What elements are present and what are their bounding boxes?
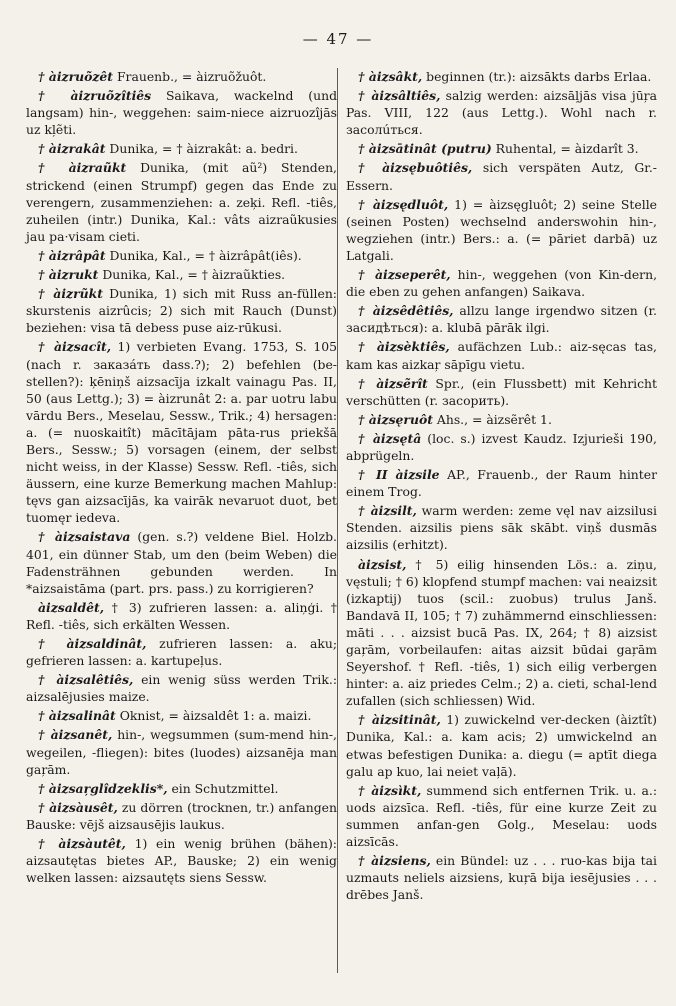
entry-text: hin-, weggehen (von Kin-dern, die eben zu gehen anfangen) Saikava. [346, 267, 658, 300]
right-column [346, 68, 657, 905]
dictionary-entry [26, 599, 337, 633]
dictionary-entry [346, 302, 657, 336]
entry-text: Ahs., = àizsẽrêt 1. [432, 411, 552, 427]
headword: † II àizsile [358, 467, 440, 483]
headword: † àizsitinât, [358, 712, 441, 728]
dictionary-entry [346, 266, 657, 300]
entry-text: hin-, wegsummen (sum-mend hin-, wegeilen, -fliegen): bites (luodes) aizsanēja man gaŗām. [26, 727, 337, 777]
headword: † àizsalêtiês, [38, 672, 134, 688]
headword: † àizsalinât [38, 708, 116, 724]
entry-text: allzu lange irgendwo sitzen (r. засидѣться): a. klubā pārāk ilgi. [346, 303, 657, 336]
dictionary-entry [26, 671, 337, 705]
entry-text: † 5) eilig hinsenden Lös.: a. ziņu, vęstuli; † 6) klopfend stumpf machen: vai neaizsit (izkaptij) tuos (scil.: zuobus) trulus Janš. Bandavā II, 105; † 7) zuhämmernd einschliessen: māti . . . aizsist bucā Pas. IX, 264; † 8) aizsist gaŗām, vorbeilaufen: aitas aizsit būdai gaŗām Seyershof. † Refl. -tiês, 1) sich eilig verbergen hinter: a. aiz priedes Celm.; 2) a. cieti, schal-lend zufallen (sich schliessen) Wid. [346, 556, 657, 709]
headword: † àizsęruôt [358, 411, 433, 427]
headword: † àizsiens, [358, 853, 431, 869]
entry-text: 1) ein wenig brühen (bähen): aizsautętas bietes AP., Bauske; 2) ein wenig welken lassen: aizsautęts siens Sessw. [26, 836, 337, 886]
entry-text: Spr., (ein Flussbett) mit Kehricht verschütten (r. засорить). [346, 375, 657, 408]
headword: àizsist, [358, 556, 407, 572]
entry-text: 1) verbieten Evang. 1753, S. 105 (nach r. заказáть dass.?); 2) befehlen (be-stellen?): ķēniņš aizsacīja izkalt vainagu Pas. II, 50 (aus Lettg.); 3) = àizrunât 2: a. par uotru labu vārdu Bers., Meselau, Sessw., Trik.; 4) hersagen: a. (= nuoskaitît) mācītājam pāta-rus priekšā Bers., Sessw.; 5) vorsagen (einem, der selbst nicht weiss, in der Klasse) Sessw. Refl. -tiês, sich äussern, eine kurze Bemerkung machen Mahlup: tęvs gan aizsacījās, ka vairāk nevaruot duot, bet tuomęr iedeva. [26, 339, 337, 526]
dictionary-entry [346, 68, 657, 85]
entry-text: Dunika, 1) sich mit Russ an-füllen: skurstenis aizrûcis; 2) sich mit Rauch (Dunst) beziehen: visa tā debess puse aiz-rūkusi. [26, 286, 337, 336]
headword: † àizsâkt, [358, 69, 423, 84]
dictionary-entry [26, 835, 337, 886]
dictionary-entry [26, 285, 337, 336]
entry-text: Frauenb., = àizruõžuôt. [113, 69, 267, 84]
headword: † àizsèktiês, [358, 339, 450, 355]
dictionary-entry [26, 87, 337, 138]
dictionary-entry [346, 556, 657, 710]
headword: † àizrũkt [38, 286, 103, 302]
entry-text: Dunika, (mit aũ²) Stenden, strickend (einen Strumpf) gegen das Ende zu verengern, zusammenziehen: a. zeķi. Refl. -tiês, zuheilen (intr.) Dunika, Kal.: vâts aizraũkusies jau pa·visam cieti. [26, 160, 337, 244]
dictionary-entry [26, 726, 337, 777]
dictionary-entry [26, 707, 337, 724]
headword: † àizruõzêt [38, 69, 114, 84]
entry-text: † 3) zufrieren lassen: a. aliņģi. † Refl. -tiês, sich erkälten Wessen. [26, 599, 337, 632]
entry-text: 1) zuwickelnd ver-decken (àiztît) Dunika, Kal.: a. kam acis; 2) umwickelnd an etwas befestigen Dunika: a. diegu (= aptīt diega galu ap kuo, lai neiet vaļā). [346, 712, 657, 779]
dictionary-entry [346, 782, 657, 850]
page-number: — 47 — [302, 30, 374, 48]
left-column [26, 68, 337, 888]
entry-text: AP., Frauenb., der Raum hinter einem Trog. [346, 467, 657, 500]
entry-text: Dunika, Kal., = † àizraũkties. [98, 267, 286, 283]
dictionary-entry [346, 852, 657, 903]
headword: † àizsaistava [38, 529, 131, 545]
headword: † àizrukt [38, 267, 99, 283]
headword: † àizruõzîtiês [38, 88, 152, 104]
headword: † àizraũkt [38, 160, 127, 176]
headword: † àizsâltiês, [358, 88, 441, 104]
entry-text: ein Bündel: uz . . . ruo-kas bija tai uzmauts neliels aizsiens, kuŗā bija iesējusies . . . drēbes Janš. [346, 853, 657, 903]
headword: † àizsàusêt, [38, 799, 118, 815]
entry-text: Ruhental, = àizdarît 3. [491, 141, 639, 157]
entry-text: zufrieren lassen: a. aku; gefrieren lassen: a. kartupeļus. [26, 636, 337, 669]
headword: † àizsilt, [358, 503, 417, 519]
dictionary-entry [346, 411, 657, 428]
headword: † àizsàutêt, [38, 836, 126, 852]
dictionary-entry [26, 266, 337, 283]
headword: † àizsātinât (putru) [358, 141, 492, 157]
dictionary-entry [346, 338, 657, 372]
headword: † àizsędluôt, [358, 196, 449, 212]
dictionary-entry [346, 140, 657, 157]
column-divider [337, 68, 338, 973]
dictionary-entry [346, 87, 657, 138]
entry-text: 1) = àizsęgluôt; 2) seine Stelle (seinen Posten) wechselnd anderswohin hin-, wegziehen (intr.) Bers.: a. (= pāriet darbā) uz Latgali. [346, 196, 657, 263]
headword: † àizsẽrît [358, 375, 428, 391]
dictionary-entry [346, 159, 657, 193]
dictionary-entry [346, 466, 657, 500]
dictionary-entry [26, 159, 337, 244]
headword: † àizsętâ [358, 430, 422, 446]
dictionary-entry [26, 528, 337, 596]
entry-text: aufächzen Lub.: aiz-sęcas tas, kam kas aizkaŗ sāpīgu vietu. [346, 339, 657, 372]
entry-text: Dunika, Kal., = † àizrâpât(iês). [105, 247, 302, 263]
entry-text: sich verspäten Autz, Gr.-Essern. [346, 160, 657, 193]
headword: † àizrakât [38, 141, 106, 157]
dictionary-entry [346, 502, 657, 553]
dictionary-entry [346, 196, 657, 264]
entry-text: Saikava, wackelnd (und langsam) hin-, weggehen: saim-niece aizruozîjās uz kl̦ẽti. [26, 88, 337, 138]
entry-text: beginnen (tr.): aizsākts darbs Erlaa. [422, 69, 652, 84]
dictionary-entry [346, 711, 657, 779]
headword: † àizsaŗglîdzeklis*, [38, 780, 168, 796]
headword: àizsaldêt, [38, 599, 105, 615]
headword: † àizrâpât [38, 247, 106, 263]
entry-text: salzig werden: aizsāl̦jās visa jūŗa Pas. VIII, 122 (aus Lettg.). Wohl nach r. засолúться. [346, 88, 657, 138]
entry-text: (gen. s.?) veldene Biel. Holzb. 401, ein dünner Stab, um den (beim Weben) die Fadensträhnen gebunden werden. In *aizsaistāma (part. prs. pass.) zu korrigieren? [26, 529, 337, 596]
headword: † àizsębuôtiês, [358, 160, 473, 176]
dictionary-entry [346, 430, 657, 464]
headword: † àizsanêt, [38, 727, 113, 743]
entry-text: warm werden: zeme vęl nav aizsilusi Stenden. aizsilis piens sāk skābt. viņš dusmās aizsilis (erhitzt). [346, 503, 657, 553]
dictionary-entry [26, 247, 337, 264]
headword: † àizsêdêtiês, [358, 303, 454, 319]
entry-text: zu dörren (trocknen, tr.) anfangen Bauske: vējš aizsausējis laukus. [26, 799, 337, 832]
entry-text: (loc. s.) izvest Kaudz. Izjurieši 190, abprügeln. [346, 430, 657, 463]
dictionary-entry [26, 635, 337, 669]
entry-text: Dunika, = † àizrakât: a. bedri. [105, 141, 298, 157]
dictionary-entry [26, 780, 337, 797]
dictionary-entry [26, 799, 337, 833]
dictionary-entry [26, 338, 337, 526]
dictionary-entry [346, 375, 657, 409]
headword: † àizsacît, [38, 339, 112, 355]
entry-text: ein Schutzmittel. [167, 780, 279, 796]
dictionary-entry [26, 68, 337, 85]
headword: † àizsìkt, [358, 782, 422, 798]
headword: † àizsaldinât, [38, 636, 147, 651]
entry-text: ein wenig süss werden Trik.: aizsalējusies maize. [26, 672, 337, 705]
dictionary-entry [26, 140, 337, 157]
entry-text: summend sich entfernen Trik. u. a.: uods aizsīca. Refl. -tiês, für eine kurze Zeit zu summen anfan-gen Golg., Meselau: uods aizsīcās. [346, 782, 657, 850]
headword: † àizseperêt, [358, 267, 451, 283]
entry-text: Oknist, = àizsaldêt 1: a. maizi. [115, 708, 312, 724]
